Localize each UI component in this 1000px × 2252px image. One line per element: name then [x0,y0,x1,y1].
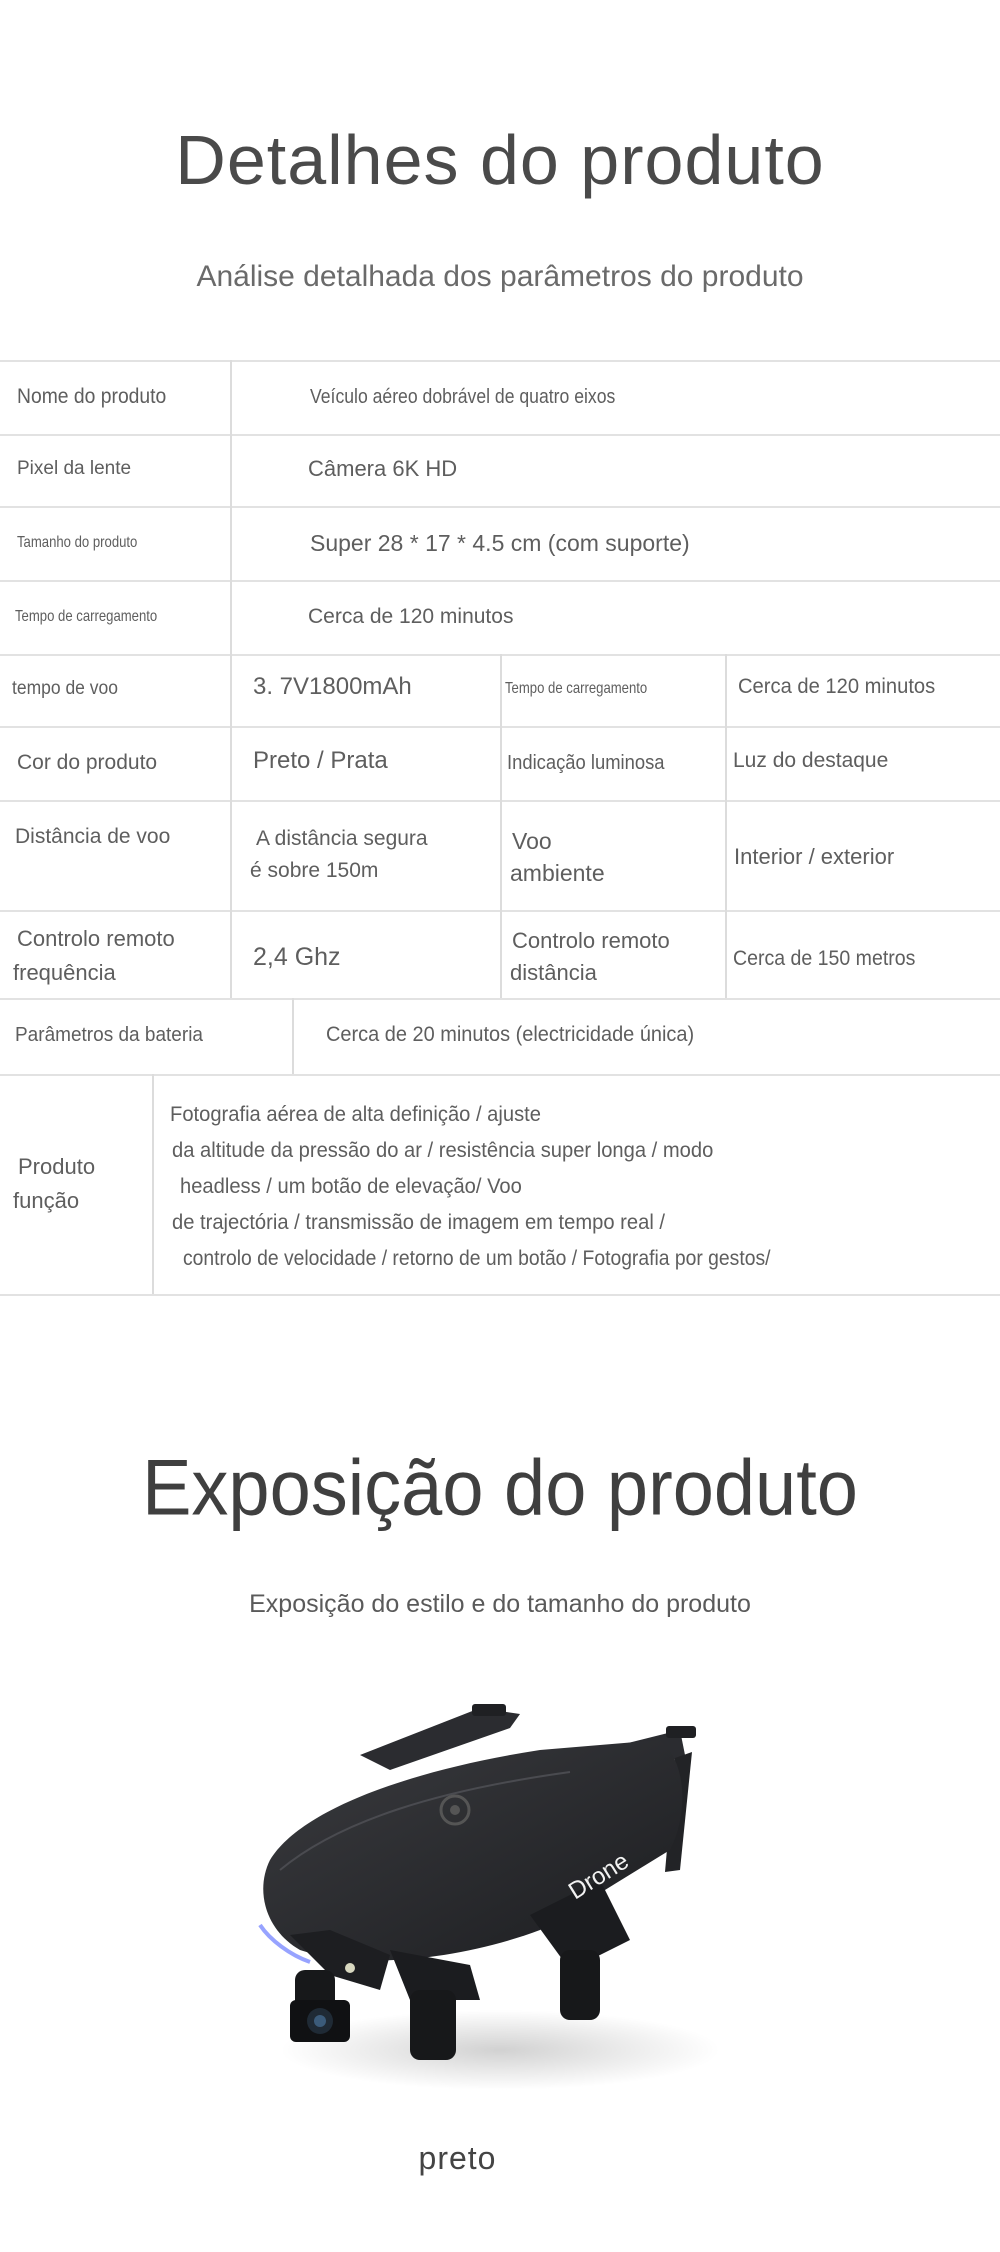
lens-value: Câmera 6K HD [308,456,458,481]
battery-value: Cerca de 20 minutos (electricidade única) [326,1023,695,1046]
remote-distance-value: Cerca de 150 metros [733,947,916,970]
function-line: Fotografia aérea de alta definição / ajuste [170,1103,541,1126]
remote-frequency-value: 2,4 Ghz [253,943,341,971]
environment-label-line2: ambiente [510,860,605,886]
row-divider [0,1294,1000,1296]
column-divider [230,360,232,998]
charge-time-value-2: Cerca de 120 minutos [738,675,936,698]
column-divider [152,1074,154,1294]
details-title: Detalhes do produto [175,121,825,199]
distance-value-line2: é sobre 150m [250,859,379,882]
light-value: Luz do destaque [733,749,889,772]
environment-value: Interior / exterior [734,844,895,869]
environment-label-line1: Voo [512,828,552,854]
row-divider [0,360,1000,362]
function-line: da altitude da pressão do ar / resistência super longa / modo [172,1139,714,1162]
lens-label: Pixel da lente [17,458,132,479]
product-name-value: Veículo aéreo dobrável de quatro eixos [310,386,616,408]
function-line: de trajectória / transmissão de imagem em tempo real / [172,1211,666,1234]
row-divider [0,1074,1000,1076]
function-label-line1: Produto [18,1154,96,1179]
distance-label: Distância de voo [15,825,171,848]
row-divider [0,998,1000,1000]
distance-value-line1: A distância segura [256,827,428,850]
color-value: Preto / Prata [253,747,388,774]
product-name-label: Nome do produto [17,385,167,408]
remote-distance-label-line1: Controlo remoto [512,928,670,953]
flight-time-value: 3. 7V1800mAh [253,673,412,700]
column-divider [725,654,727,998]
color-label: Cor do produto [17,751,158,774]
details-subtitle: Análise detalhada dos parâmetros do produto [196,260,804,293]
drone-image [240,1700,740,2100]
size-value: Super 28 * 17 * 4.5 cm (com suporte) [310,530,690,556]
charge-time-label-2: Tempo de carregamento [505,680,648,697]
row-divider [0,434,1000,436]
battery-label: Parâmetros da bateria [15,1024,203,1046]
function-line: headless / um botão de elevação/ Voo [180,1175,522,1198]
row-divider [0,506,1000,508]
flight-time-label: tempo de voo [12,678,118,699]
product-caption: preto [418,2140,497,2176]
exposure-subtitle: Exposição do estilo e do tamanho do produto [249,1590,751,1618]
remote-frequency-label-line2: frequência [13,960,116,985]
drone-label: Drone [563,1847,634,1906]
function-line: controlo de velocidade / retorno de um botão / Fotografia por gestos/ [183,1247,771,1270]
remote-distance-label-line2: distância [510,960,597,985]
size-label: Tamanho do produto [17,534,138,551]
light-label: Indicação luminosa [507,752,665,774]
row-divider [0,580,1000,582]
column-divider [292,998,294,1074]
remote-frequency-label-line1: Controlo remoto [17,926,175,951]
spec-table [0,360,1000,1296]
charge-time-label: Tempo de carregamento [15,608,158,625]
function-label-line2: função [13,1188,80,1213]
charge-time-value: Cerca de 120 minutos [308,605,514,628]
exposure-title: Exposição do produto [142,1443,858,1532]
column-divider [500,654,502,998]
